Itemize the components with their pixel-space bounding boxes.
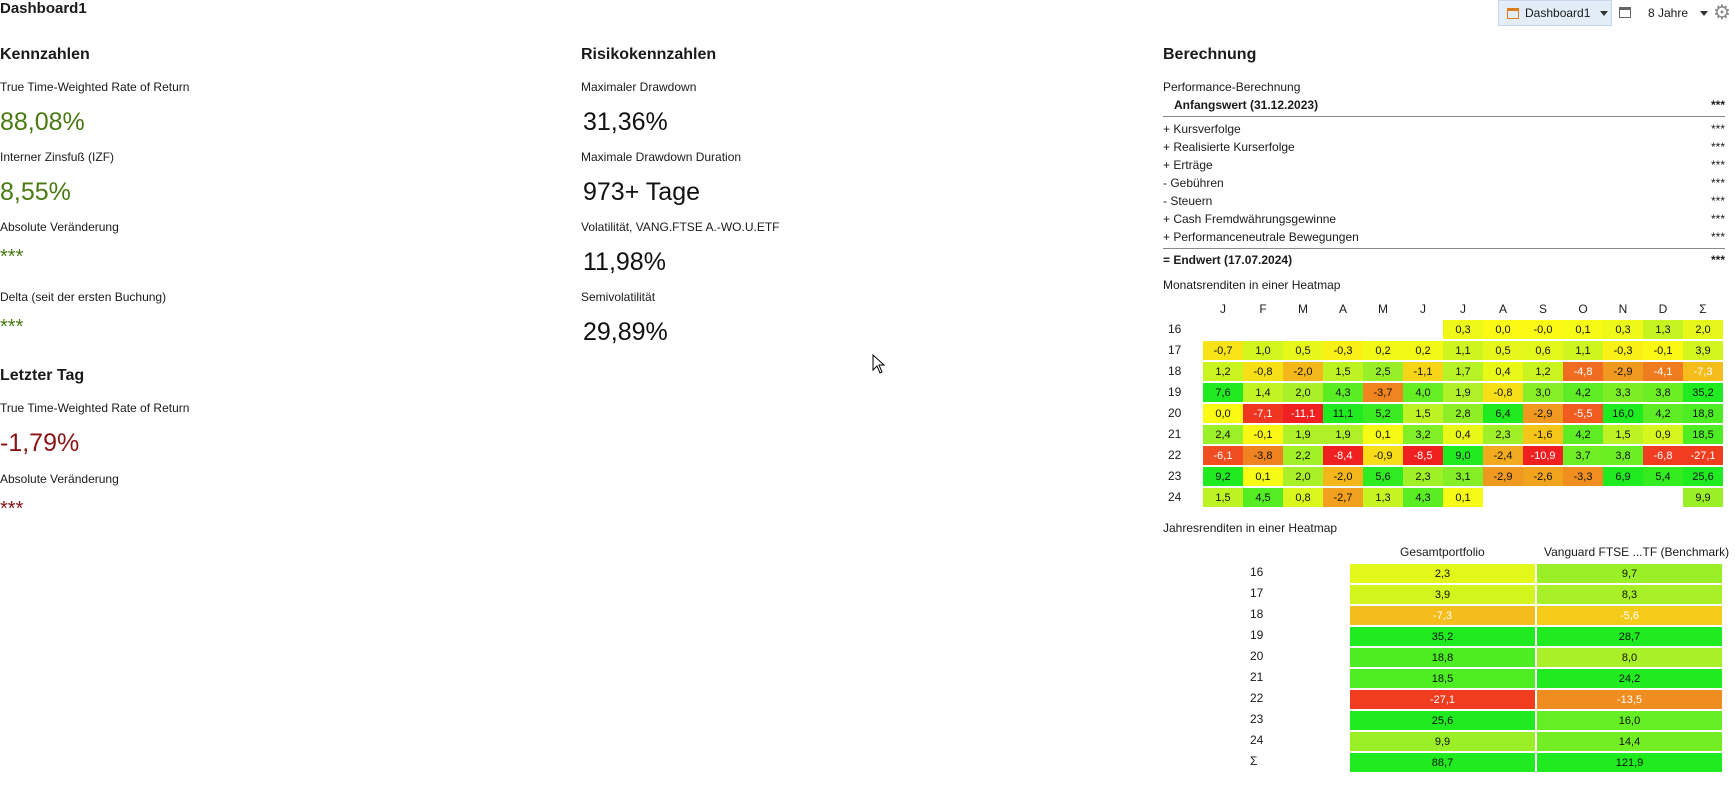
letzter-tag-heading: Letzter Tag (0, 367, 85, 384)
month-header: S (1538, 302, 1547, 316)
heatmap-cell: 0,5 (1283, 341, 1323, 360)
heatmap-cell: 0,2 (1363, 341, 1403, 360)
heatmap-cell: 0,4 (1443, 425, 1483, 444)
heatmap-cell: 1,9 (1443, 383, 1483, 402)
month-header: M (1298, 302, 1308, 316)
calc-row: + Erträge *** (1163, 158, 1725, 172)
performance-calc-label: Performance-Berechnung (1163, 80, 1301, 94)
heatmap-cell: 0,5 (1483, 341, 1523, 360)
heatmap-cell: -3,8 (1243, 446, 1283, 465)
heatmap-cell: -0,1 (1243, 425, 1283, 444)
year-label: 18 (1168, 364, 1182, 378)
heatmap-cell: 11,1 (1323, 404, 1363, 423)
heatmap-cell: 9,9 (1683, 488, 1723, 507)
izf-value: 8,55% (0, 178, 71, 206)
year-label: 21 (1168, 427, 1182, 441)
max-drawdown-duration-value: 973+ Tage (583, 178, 701, 206)
yearly-heatmap-cell: 3,9 (1350, 585, 1535, 605)
heatmap-cell: 0,9 (1643, 425, 1683, 444)
heatmap-cell: -2,6 (1523, 467, 1563, 486)
abs-change-value: *** (0, 246, 24, 268)
heatmap-cell: 3,7 (1563, 446, 1603, 465)
heatmap-cell: 3,8 (1603, 446, 1643, 465)
abs-change-label: Absolute Veränderung (0, 220, 119, 234)
heatmap-cell: -3,3 (1563, 467, 1603, 486)
yearly-year-label: Σ (1250, 754, 1258, 768)
heatmap-cell: 1,2 (1203, 362, 1243, 381)
yearly-heatmap-cell: 18,5 (1350, 669, 1535, 689)
year-label: 22 (1168, 448, 1182, 462)
yearly-heatmap-cell: 16,0 (1537, 711, 1722, 731)
year-label: 23 (1168, 469, 1182, 483)
heatmap-cell: 0,0 (1203, 404, 1243, 423)
heatmap-cell: -0,7 (1203, 341, 1243, 360)
last-day-abs-value: *** (0, 498, 24, 520)
heatmap-cell: 2,4 (1203, 425, 1243, 444)
dashboard-selector-label: Dashboard1 (1525, 6, 1591, 20)
risiko-heading: Risikokennzahlen (581, 46, 717, 63)
twr-value: 88,08% (0, 108, 85, 136)
heatmap-cell: -4,1 (1643, 362, 1683, 381)
period-dropdown-button[interactable] (1698, 0, 1710, 26)
yearly-heatmap-cell: 121,9 (1537, 753, 1722, 773)
heatmap-cell: 1,7 (1443, 362, 1483, 381)
heatmap-cell: 9,0 (1443, 446, 1483, 465)
month-header: F (1259, 302, 1267, 316)
dashboard-selector-button[interactable] (1498, 0, 1612, 26)
month-header: N (1618, 302, 1628, 316)
yearly-year-label: 18 (1250, 607, 1264, 621)
yearly-year-label: 21 (1250, 670, 1264, 684)
period-selector[interactable]: 8 Jahre (1648, 6, 1689, 20)
yearly-heatmap-cell: -13,5 (1537, 690, 1722, 710)
yearly-col-portfolio: Gesamtportfolio (1400, 545, 1485, 559)
heatmap-cell: 3,3 (1603, 383, 1643, 402)
heatmap-cell: -7,1 (1243, 404, 1283, 423)
yearly-heatmap-cell: 25,6 (1350, 711, 1535, 731)
last-day-abs-label: Absolute Veränderung (0, 472, 119, 486)
month-header: J (1460, 302, 1466, 316)
yearly-heatmap-cell: 28,7 (1537, 627, 1722, 647)
yearly-heatmap-cell: 14,4 (1537, 732, 1722, 752)
kennzahlen-heading: Kennzahlen (0, 46, 90, 63)
yearly-heatmap-cell: 8,3 (1537, 585, 1722, 605)
dashboard-dropdown-button[interactable] (1596, 0, 1612, 26)
heatmap-cell: 16,0 (1603, 404, 1643, 423)
heatmap-cell: -8,4 (1323, 446, 1363, 465)
heatmap-cell: 1,1 (1563, 341, 1603, 360)
year-label: 16 (1168, 322, 1182, 336)
yearly-heatmap-cell: 9,9 (1350, 732, 1535, 752)
calc-row: + Performanceneutrale Bewegungen *** (1163, 230, 1725, 244)
year-label: 17 (1168, 343, 1182, 357)
heatmap-cell: 1,4 (1243, 383, 1283, 402)
month-header: O (1578, 302, 1588, 316)
heatmap-cell: -0,3 (1323, 341, 1363, 360)
yearly-heatmap-cell: 88,7 (1350, 753, 1535, 773)
month-header: J (1420, 302, 1426, 316)
chevron-down-icon (1600, 11, 1608, 16)
yearly-year-label: 19 (1250, 628, 1264, 642)
berechnung-heading: Berechnung (1163, 46, 1257, 63)
yearly-year-label: 20 (1250, 649, 1264, 663)
heatmap-cell: -0,3 (1603, 341, 1643, 360)
semivolatility-value: 29,89% (583, 318, 668, 346)
heatmap-cell: 1,3 (1363, 488, 1403, 507)
heatmap-cell: 2,2 (1283, 446, 1323, 465)
dashboard-title: Dashboard1 (0, 0, 87, 17)
calc-row: + Realisierte Kurserfolge *** (1163, 140, 1725, 154)
calc-divider (1163, 116, 1725, 117)
heatmap-cell: -10,9 (1523, 446, 1563, 465)
yearly-year-label: 23 (1250, 712, 1264, 726)
max-drawdown-value: 31,36% (583, 108, 668, 136)
heatmap-cell: -0,8 (1243, 362, 1283, 381)
heatmap-cell: 1,5 (1403, 404, 1443, 423)
heatmap-cell: 7,6 (1203, 383, 1243, 402)
heatmap-cell: -2,0 (1323, 467, 1363, 486)
last-day-twr-label: True Time-Weighted Rate of Return (0, 401, 190, 415)
heatmap-cell: 0,1 (1243, 467, 1283, 486)
yearly-heatmap-cell: 8,0 (1537, 648, 1722, 668)
heatmap-cell: 25,6 (1683, 467, 1723, 486)
heatmap-cell: 0,3 (1603, 320, 1643, 339)
year-label: 19 (1168, 385, 1182, 399)
heatmap-cell: 0,6 (1523, 341, 1563, 360)
chevron-down-icon (1700, 11, 1708, 16)
heatmap-cell: -2,4 (1483, 446, 1523, 465)
heatmap-cell: -27,1 (1683, 446, 1723, 465)
month-header: D (1658, 302, 1668, 316)
heatmap-cell: -2,0 (1283, 362, 1323, 381)
heatmap-cell: 1,3 (1643, 320, 1683, 339)
heatmap-cell: 9,2 (1203, 467, 1243, 486)
heatmap-cell: 4,0 (1403, 383, 1443, 402)
gear-icon[interactable]: ⚙ (1713, 2, 1731, 24)
yearly-year-label: 17 (1250, 586, 1264, 600)
heatmap-cell: 1,0 (1243, 341, 1283, 360)
heatmap-cell: -1,1 (1403, 362, 1443, 381)
heatmap-cell: 0,1 (1563, 320, 1603, 339)
heatmap-cell: 0,8 (1283, 488, 1323, 507)
mouse-cursor-icon (872, 354, 886, 374)
heatmap-cell: -3,7 (1363, 383, 1403, 402)
heatmap-cell: -5,5 (1563, 404, 1603, 423)
heatmap-cell: 2,3 (1403, 467, 1443, 486)
heatmap-cell: 3,9 (1683, 341, 1723, 360)
year-label: 24 (1168, 490, 1182, 504)
heatmap-cell: 0,2 (1403, 341, 1443, 360)
max-drawdown-duration-label: Maximale Drawdown Duration (581, 150, 742, 164)
monthly-heatmap-title: Monatsrenditen in einer Heatmap (1163, 278, 1341, 292)
yearly-heatmap-cell: 9,7 (1537, 564, 1722, 584)
heatmap-cell: -8,5 (1403, 446, 1443, 465)
calc-divider (1163, 248, 1725, 249)
heatmap-cell: -0,9 (1363, 446, 1403, 465)
max-drawdown-label: Maximaler Drawdown (581, 80, 697, 94)
yearly-heatmap-cell: 35,2 (1350, 627, 1535, 647)
year-label: 20 (1168, 406, 1182, 420)
heatmap-cell: -0,8 (1483, 383, 1523, 402)
month-header: M (1378, 302, 1388, 316)
calc-row: + Kursverfolge *** (1163, 122, 1725, 136)
yearly-heatmap-cell: -5,6 (1537, 606, 1722, 626)
yearly-heatmap-cell: -27,1 (1350, 690, 1535, 710)
heatmap-cell: -0,1 (1643, 341, 1683, 360)
heatmap-cell: 2,5 (1363, 362, 1403, 381)
izf-label: Interner Zinsfuß (IZF) (0, 150, 115, 164)
heatmap-cell: 1,5 (1203, 488, 1243, 507)
heatmap-cell: 5,4 (1643, 467, 1683, 486)
calendar-icon[interactable] (1619, 7, 1631, 18)
heatmap-cell: 0,3 (1443, 320, 1483, 339)
heatmap-cell: 1,1 (1443, 341, 1483, 360)
heatmap-cell: 5,6 (1363, 467, 1403, 486)
heatmap-cell: 1,2 (1523, 362, 1563, 381)
heatmap-cell: -6,8 (1643, 446, 1683, 465)
heatmap-cell: 2,0 (1683, 320, 1723, 339)
heatmap-cell: 2,0 (1283, 383, 1323, 402)
heatmap-cell: 4,3 (1403, 488, 1443, 507)
heatmap-cell: 18,5 (1683, 425, 1723, 444)
dashboard-icon (1507, 8, 1519, 19)
month-header: J (1220, 302, 1226, 316)
yearly-heatmap-cell: 18,8 (1350, 648, 1535, 668)
heatmap-cell: -0,0 (1523, 320, 1563, 339)
heatmap-cell: -6,1 (1203, 446, 1243, 465)
heatmap-cell: -2,7 (1323, 488, 1363, 507)
heatmap-cell: 35,2 (1683, 383, 1723, 402)
heatmap-cell: -11,1 (1283, 404, 1323, 423)
heatmap-cell: -2,9 (1603, 362, 1643, 381)
calc-row: + Cash Fremdwährungsgewinne *** (1163, 212, 1725, 226)
yearly-year-label: 16 (1250, 565, 1264, 579)
heatmap-cell: 5,2 (1363, 404, 1403, 423)
heatmap-cell: 1,5 (1323, 362, 1363, 381)
heatmap-cell: 6,4 (1483, 404, 1523, 423)
heatmap-cell: 1,9 (1323, 425, 1363, 444)
calc-row: - Gebühren *** (1163, 176, 1725, 190)
month-header: Σ (1699, 302, 1707, 316)
heatmap-cell: 6,9 (1603, 467, 1643, 486)
yearly-year-label: 24 (1250, 733, 1264, 747)
twr-label: True Time-Weighted Rate of Return (0, 80, 190, 94)
heatmap-cell: 0,1 (1443, 488, 1483, 507)
heatmap-cell: -4,8 (1563, 362, 1603, 381)
volatility-value: 11,98% (583, 248, 666, 276)
heatmap-cell: -2,9 (1483, 467, 1523, 486)
semivolatility-label: Semivolatilität (581, 290, 656, 304)
calc-row: - Steuern *** (1163, 194, 1725, 208)
heatmap-cell: 2,8 (1443, 404, 1483, 423)
heatmap-cell: 3,2 (1403, 425, 1443, 444)
heatmap-cell: 4,3 (1323, 383, 1363, 402)
yearly-heatmap-title: Jahresrenditen in einer Heatmap (1163, 521, 1338, 535)
heatmap-cell: 0,4 (1483, 362, 1523, 381)
heatmap-cell: 3,8 (1643, 383, 1683, 402)
delta-label: Delta (seit der ersten Buchung) (0, 290, 167, 304)
yearly-col-benchmark: Vanguard FTSE ...TF (Benchmark) (1544, 545, 1730, 559)
last-day-twr-value: -1,79% (0, 429, 80, 457)
heatmap-cell: 4,2 (1563, 383, 1603, 402)
heatmap-cell: 2,3 (1483, 425, 1523, 444)
yearly-heatmap-cell: -7,3 (1350, 606, 1535, 626)
heatmap-cell: 3,0 (1523, 383, 1563, 402)
yearly-year-label: 22 (1250, 691, 1264, 705)
heatmap-cell: 4,2 (1563, 425, 1603, 444)
calc-row-start: Anfangswert (31.12.2023) *** (1174, 98, 1725, 112)
heatmap-cell: -2,9 (1523, 404, 1563, 423)
calc-row-end: = Endwert (17.07.2024) *** (1163, 253, 1725, 267)
yearly-heatmap-cell: 24,2 (1537, 669, 1722, 689)
heatmap-cell: 4,2 (1643, 404, 1683, 423)
heatmap-cell: 3,1 (1443, 467, 1483, 486)
month-header: A (1338, 302, 1347, 316)
heatmap-cell: -1,6 (1523, 425, 1563, 444)
heatmap-cell: 1,5 (1603, 425, 1643, 444)
heatmap-cell: 18,8 (1683, 404, 1723, 423)
heatmap-cell: 0,1 (1363, 425, 1403, 444)
heatmap-cell: 2,0 (1283, 467, 1323, 486)
heatmap-cell: -7,3 (1683, 362, 1723, 381)
month-header: A (1498, 302, 1507, 316)
heatmap-cell: 4,5 (1243, 488, 1283, 507)
yearly-heatmap-cell: 2,3 (1350, 564, 1535, 584)
delta-value: *** (0, 316, 24, 338)
heatmap-cell: 1,9 (1283, 425, 1323, 444)
volatility-label: Volatilität, VANG.FTSE A.-WO.U.ETF (581, 220, 780, 234)
heatmap-cell: 0,0 (1483, 320, 1523, 339)
